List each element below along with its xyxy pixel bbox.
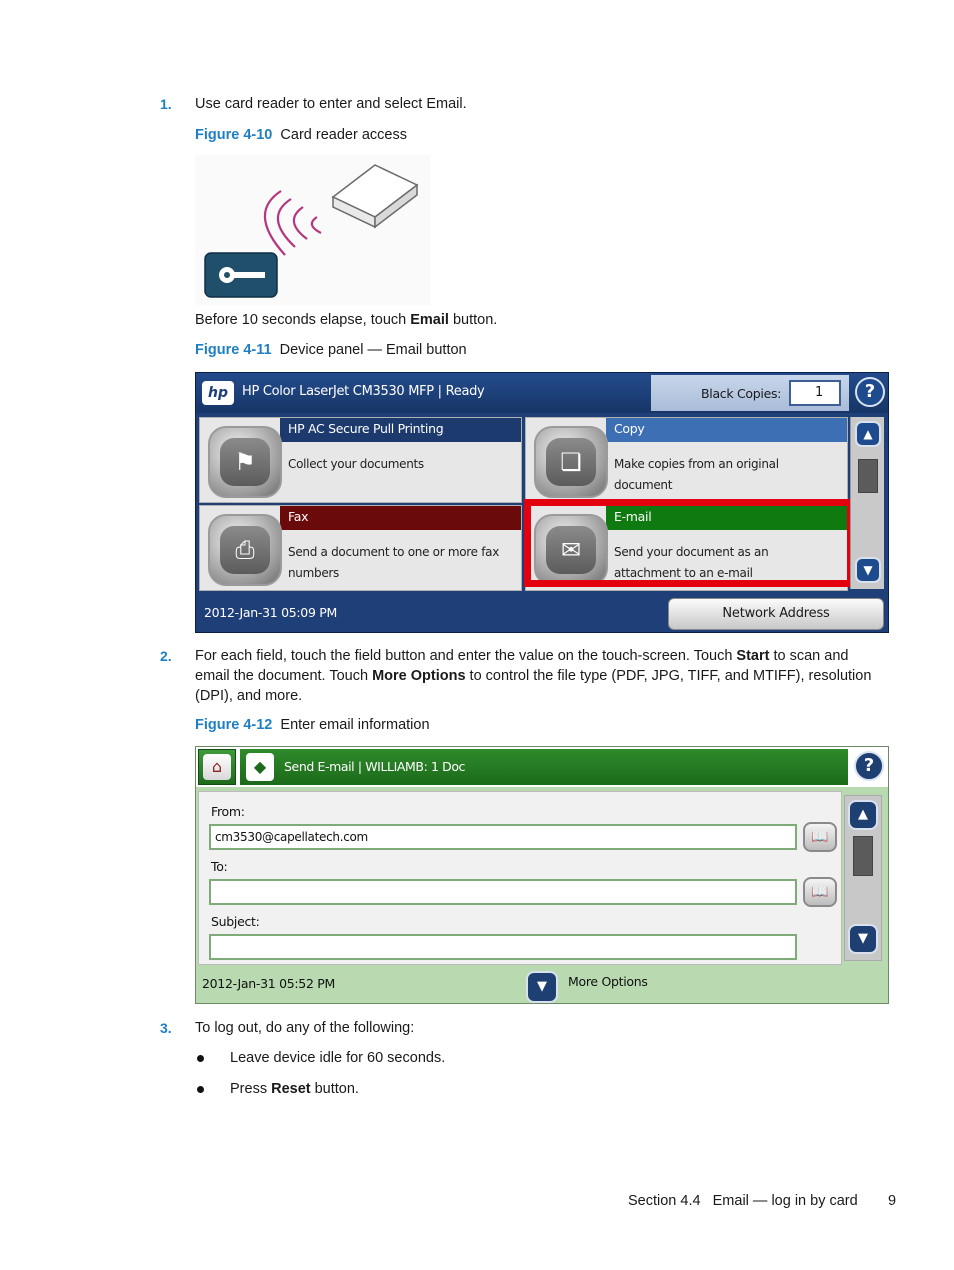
tile-header: HP AC Secure Pull Printing [280, 418, 521, 442]
tile-scrollbar[interactable] [850, 417, 884, 589]
step-2-bold-more-options: More Options [372, 668, 466, 684]
tile-fax[interactable] [199, 505, 522, 591]
hp-logo: hp [202, 381, 234, 405]
network-address-button[interactable]: Network Address [668, 598, 884, 630]
device-panel [195, 372, 889, 633]
tile-secure-pull-printing[interactable] [199, 417, 522, 503]
scroll-up-icon[interactable]: ▲ [848, 800, 878, 830]
step-3-number: 3. [160, 1020, 172, 1036]
footer-section: Section 4.4 Email — log in by card [628, 1193, 858, 1209]
bullet-2-text-part: Press [230, 1081, 272, 1097]
copies-label: Black Copies: [701, 386, 782, 401]
tile-copy[interactable] [525, 417, 848, 503]
more-options-chevron-icon[interactable]: ▼ [526, 971, 558, 1003]
step-2-text-part: to scan and email the document. Touch [195, 648, 849, 684]
key-reader-icon [205, 253, 277, 297]
timestamp: 2012-Jan-31 05:52 PM [202, 976, 335, 991]
to-label: To: [211, 859, 228, 874]
copies-box [651, 375, 849, 411]
instruction-text-before: Before 10 seconds elapse, touch [195, 312, 411, 328]
tile-header: Copy [606, 418, 847, 442]
page-number: 9 [888, 1193, 897, 1209]
home-icon: ⌂ [203, 754, 231, 780]
figure-4-11-caption [195, 340, 467, 360]
tile-description: Send a document to one or more fax numbers [288, 545, 500, 580]
bullet-dot [197, 1086, 204, 1093]
scroll-up-icon[interactable]: ▲ [855, 421, 881, 447]
address-book-icon[interactable]: 📖 [803, 877, 837, 907]
device-panel-footer [196, 593, 889, 633]
email-panel [195, 746, 889, 1004]
tile-header: E-mail [606, 506, 847, 530]
email-highlight-box [524, 499, 854, 587]
step-2-text-part: For each field, touch the field button and enter the value on the touch-screen. Touch [195, 648, 737, 664]
lock-icon: ⚑ [208, 426, 282, 498]
figure-caption: Device panel — Email button [279, 342, 467, 358]
form-scrollbar[interactable] [844, 795, 882, 961]
figure-caption: Card reader access [280, 127, 407, 143]
email-form [198, 791, 842, 965]
device-status-title: HP Color LaserJet CM3530 MFP | Ready [242, 384, 485, 399]
card-reader-illustration [195, 155, 430, 305]
scroll-thumb[interactable] [853, 836, 873, 876]
copies-input[interactable]: 1 [789, 380, 841, 406]
figure-label: Figure 4-11 [195, 342, 272, 358]
figure-4-12-caption [195, 715, 430, 735]
help-button[interactable]: ? [854, 751, 884, 781]
bullet-2-text-part: button. [310, 1081, 359, 1097]
bullet-2-text [230, 1079, 359, 1099]
tile-description: Send your document as an attachment to an e-mail [614, 545, 769, 580]
fax-icon: ⎙ [208, 514, 282, 586]
scroll-down-icon[interactable]: ▼ [848, 924, 878, 954]
device-panel-header [196, 373, 889, 413]
tile-description: Collect your documents [288, 457, 424, 471]
step-1-number: 1. [160, 96, 172, 112]
step-2-text [195, 646, 885, 706]
address-book-icon[interactable]: 📖 [803, 822, 837, 852]
scroll-thumb[interactable] [858, 459, 878, 493]
bullet-2-bold-reset: Reset [271, 1081, 311, 1097]
send-icon: ◆ [246, 753, 274, 781]
timestamp: 2012-Jan-31 05:09 PM [204, 605, 337, 620]
scroll-down-icon[interactable]: ▼ [855, 557, 881, 583]
subject-label: Subject: [211, 914, 260, 929]
figure-4-10-caption [195, 125, 407, 145]
email-panel-header [196, 747, 889, 787]
instruction-text [195, 310, 497, 330]
to-field[interactable] [209, 879, 797, 905]
envelope-icon: ✉ [534, 514, 608, 586]
instruction-text-after: button. [448, 312, 498, 328]
figure-caption: Enter email information [280, 717, 430, 733]
more-options-label[interactable]: More Options [568, 974, 648, 989]
email-title-bar [240, 749, 848, 785]
subject-field[interactable] [209, 934, 797, 960]
step-2-number: 2. [160, 648, 172, 664]
step-2-text-part: to control the file type (PDF, JPG, TIFF, and MTIFF), resolution (DPI), and more. [195, 668, 872, 704]
tile-description: Make copies from an original document [614, 457, 779, 492]
step-1-text: Use card reader to enter and select Email. [195, 96, 467, 112]
bullet-dot [197, 1055, 204, 1062]
figure-label: Figure 4-12 [195, 717, 273, 733]
tile-header: Fax [280, 506, 521, 530]
figure-label: Figure 4-10 [195, 127, 273, 143]
copy-icon: ❏ [534, 426, 608, 498]
step-2-bold-start: Start [736, 648, 770, 664]
help-button[interactable]: ? [855, 377, 885, 407]
from-field[interactable]: cm3530@capellatech.com [209, 824, 797, 850]
step-3-text: To log out, do any of the following: [195, 1020, 415, 1036]
from-label: From: [211, 804, 245, 819]
bullet-1-text: Leave device idle for 60 seconds. [230, 1050, 446, 1066]
email-title: Send E-mail | WILLIAMB: 1 Doc [284, 759, 466, 774]
home-button[interactable] [198, 749, 236, 785]
instruction-text-bold: Email [410, 312, 449, 328]
